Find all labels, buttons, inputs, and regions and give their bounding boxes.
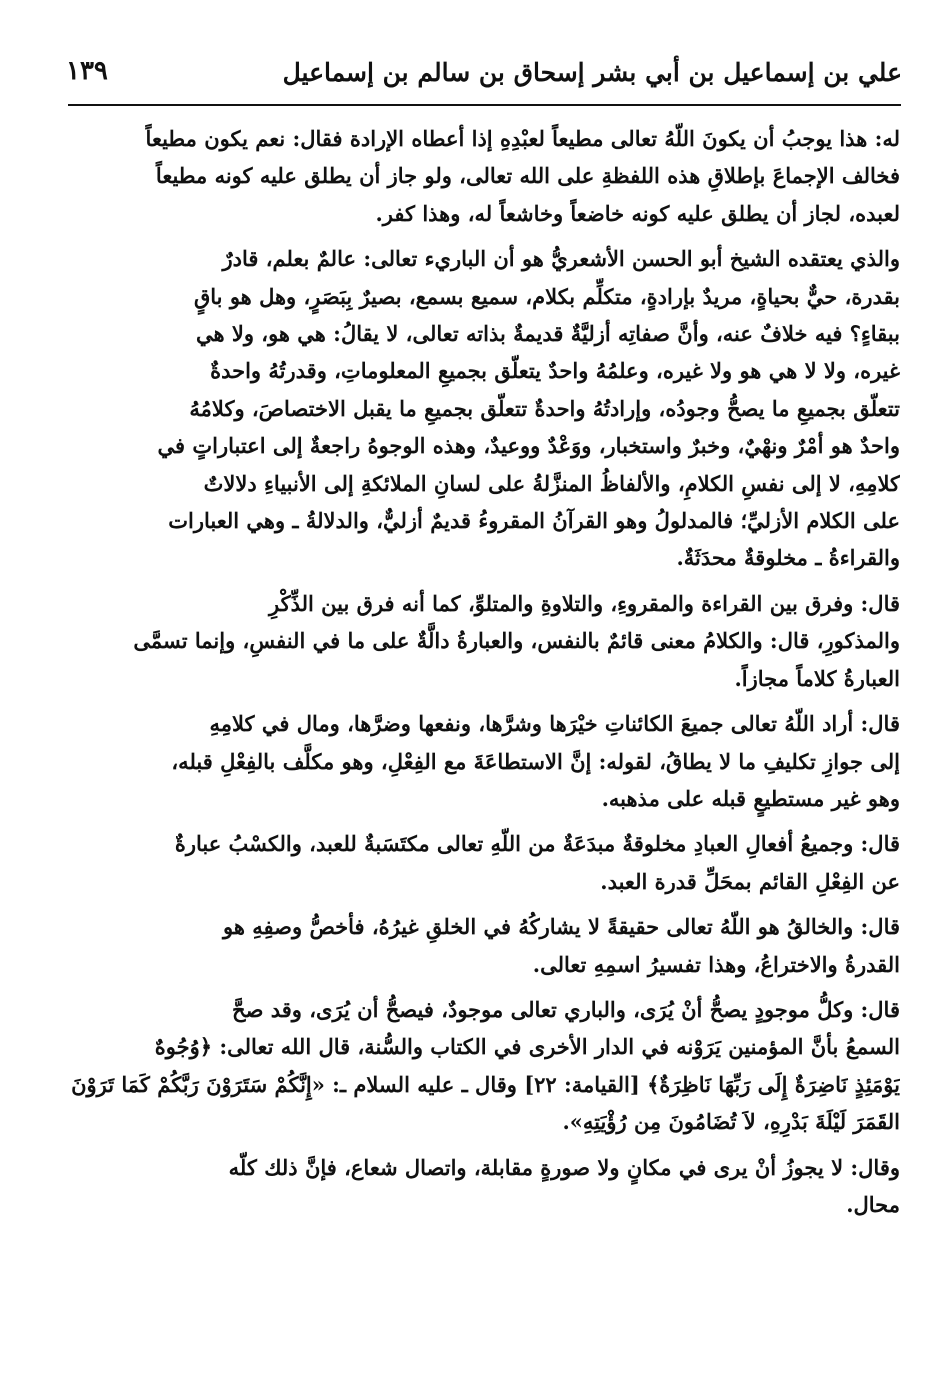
paragraph: [70, 585, 900, 697]
text-line: على الكلام الأزليِّ؛ فالمدلولُ وهو القرآنُ المقروءُ قديمٌ أزليٌّ، والدلالةُ ـ وهي العبارات: [168, 508, 900, 534]
text-line: والذي يعتقده الشيخ أبو الحسن الأشعريُّ هو أن الباريء تعالى: عالمٌ بعلم، قادرٌ: [222, 246, 900, 272]
text-line: له: هذا يوجبُ أن يكونَ اللّهُ تعالى مطيعاً لعبْدِهِ إذا أعطاه الإرادة فقال: نعم يكون مطيعاً: [145, 126, 900, 151]
text-line: القَمَرَ لَيْلَةَ بَدْرِهِ، لاَ تُضَامُونَ مِن رُؤْيَتِهِ».: [562, 1109, 900, 1135]
text-line: يَوْمَئِذٍ نَاضِرَةٌ إِلَى رَبِّهَا نَاظِرَةٌ﴾ [القيامة: ٢٢] وقال ـ عليه السلام ـ: «إِنَّكُمْ سَتَرَوْنَ رَبَّكُمْ كَمَا تَرَوْنَ: [71, 1071, 900, 1097]
paragraph: [70, 825, 900, 900]
text-line: محال.: [846, 1191, 900, 1217]
paragraph: [70, 705, 900, 817]
running-title: علي بن إسماعيل بن أبي بشر إسحاق بن سالم بن إسماعيل: [282, 58, 902, 87]
text-line: كلامِهِ، لا إلى نفسِ الكلامِ، والألفاظُ المنزَّلةُ على لسانِ الملائكةِ إلى الأنبياءِ دلالاتٌ: [203, 470, 900, 496]
text-line: قال: والخالقُ هو اللّهُ تعالى حقيقةً لا يشاركُهُ في الخلقِ غيرُهُ، فأخصُّ وصفِهِ هو: [223, 914, 900, 940]
text-line: العبارةُ كلاماً مجازاً.: [734, 665, 900, 691]
text-line: فخالف الإجماعَ بإطلاقِ هذه اللفظةِ على الله تعالى، ولو جاز أن يطلق عليه كونه مطيعاً: [155, 163, 900, 189]
paragraph: [70, 908, 900, 983]
paragraph: [70, 991, 900, 1141]
paragraph: [70, 1149, 900, 1224]
text-line: بقدرة، حيٌّ بحياةٍ، مريدٌ بإرادةٍ، متكلِّم بكلام، سميع بسمع، بصيرٌ بِبَصَرٍ، وهل هو باقٍ: [193, 283, 900, 309]
text-line: قال: وكلُّ موجودٍ يصحُّ أنْ يُرَى، والباري تعالى موجودٌ، فيصحُّ أن يُرَى، وقد صحَّ: [232, 996, 900, 1022]
text-line: إلى جوازِ تكليفِ ما لا يطاقُ، لقوله: إنَّ الاستطاعَةَ مع الفِعْلِ، وهو مكلَّف بالفِعْلِ قبله،: [171, 748, 900, 774]
text-line: عن الفِعْلِ القائم بمحَلِّ قدرة العبد.: [600, 868, 900, 894]
text-line: قال: أراد اللّهُ تعالى جميعَ الكائناتِ خيْرَها وشرَّها، ونفعها وضرَّها، ومال في كلامِهِ: [209, 711, 900, 737]
text-line: والقراءةُ ـ مخلوقةٌ محدَثَةٌ.: [676, 545, 900, 571]
text-line: واحدٌ هو أمْرٌ ونهْيٌ، وخبرٌ واستخبار، ووَعْدٌ ووعيدٌ، وهذه الوجوهُ راجعةٌ إلى اعتباراتٍ في: [157, 433, 900, 459]
paragraph: [70, 120, 900, 232]
paragraph: [70, 240, 900, 577]
page-body: [70, 120, 900, 1231]
text-line: والمذكورِ، قال: والكلامُ معنى قائمٌ بالنفس، والعبارةُ دالَّةٌ على ما في النفسِ، وإنما تسمَّى: [133, 628, 900, 654]
page-header: [66, 52, 902, 98]
header-rule: [68, 104, 901, 106]
page-number: ١٣٩: [66, 56, 108, 86]
text-line: وقال: لا يجوزُ أنْ يرى في مكانٍ ولا صورةٍ مقابلة، واتصال شعاع، فإنَّ ذلك كلّه: [228, 1154, 900, 1180]
text-line: قال: وجميعُ أفعالِ العبادِ مخلوقةٌ مبدَعَةٌ من اللّهِ تعالى مكتَسَبةٌ للعبد، والكسْبُ عبارةٌ: [174, 831, 900, 857]
text-line: القدرةُ والاختراعُ، وهذا تفسيرُ اسمِهِ تعالى.: [532, 951, 900, 977]
text-line: وهو غير مستطيعٍ قبله على مذهبه.: [601, 785, 900, 811]
text-line: ببقاءٍ؟ فيه خلافٌ عنه، وأنَّ صفاتِه أزليَّةٌ قديمةٌ بذاته تعالى، لا يقالُ: هي هو، ولا هي: [195, 321, 900, 347]
text-line: قال: وفرق بين القراءة والمقروءِ، والتلاوةِ والمتلوِّ، كما أنه فرق بين الذِّكْرِ: [269, 590, 900, 616]
text-line: غيره، ولا لا هي هو ولا غيره، وعلمُهُ واحدٌ يتعلّق بجميعِ المعلوماتِ، وقدرتُهُ واحدةٌ: [210, 358, 900, 384]
text-line: لعبده، لجاز أن يطلق عليه كونه خاضعاً وخاشعاً له، وهذا كفر.: [375, 200, 900, 226]
text-line: السمعُ بأنَّ المؤمنين يَرَوْنه في الدار الأخرى في الكتاب والسُّنة، قال الله تعالى: ﴿وُجُوهٌ: [154, 1034, 900, 1060]
text-line: تتعلّق بجميعِ ما يصحُّ وجودُه، وإرادتُهُ واحدةٌ تتعلّق بجميعِ ما يقبل الاختصاصَ، وكلامُهُ: [189, 395, 900, 421]
